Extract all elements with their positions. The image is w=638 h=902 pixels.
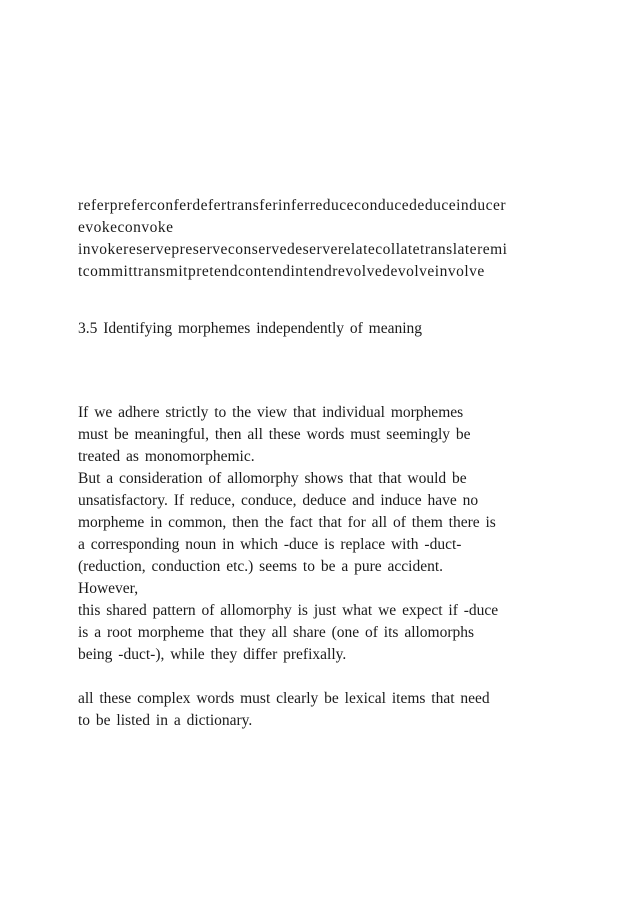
body-line: being -duct-), while they differ prefixally. <box>78 646 347 663</box>
closing-line: all these complex words must clearly be lexical items that need <box>78 690 490 707</box>
body-line: If we adhere strictly to the view that individual morphemes <box>78 404 464 421</box>
body-line: unsatisfactory. If reduce, conduce, deduce and induce have no <box>78 492 479 509</box>
body-line: morpheme in common, then the fact that for all of them there is <box>78 514 496 531</box>
body-line: (reduction, conduction etc.) seems to be a pure accident. <box>78 558 444 575</box>
word-list-line: invokereservepreserveconservedeserverelatecollatetranslateremi <box>78 241 508 258</box>
body-line: is a root morpheme that they all share (one of its allomorphs <box>78 624 475 641</box>
body-line: However, <box>78 580 139 597</box>
word-list-line: evokeconvoke <box>78 219 174 236</box>
body-line: But a consideration of allomorphy shows that that would be <box>78 470 467 487</box>
body-line: must be meaningful, then all these words must seemingly be <box>78 426 471 443</box>
word-list-line: referpreferconferdefertransferinferreduceconducededuceinducer <box>78 197 507 214</box>
word-list-line: tcommittransmitpretendcontendintendrevolvedevolveinvolve <box>78 263 485 280</box>
closing-line: to be listed in a dictionary. <box>78 712 253 729</box>
section-heading: 3.5 Identifying morphemes independently of meaning <box>78 320 423 337</box>
body-line: this shared pattern of allomorphy is just what we expect if -duce <box>78 602 499 619</box>
body-line: treated as monomorphemic. <box>78 448 255 465</box>
body-line: a corresponding noun in which -duce is replace with -duct- <box>78 536 462 553</box>
